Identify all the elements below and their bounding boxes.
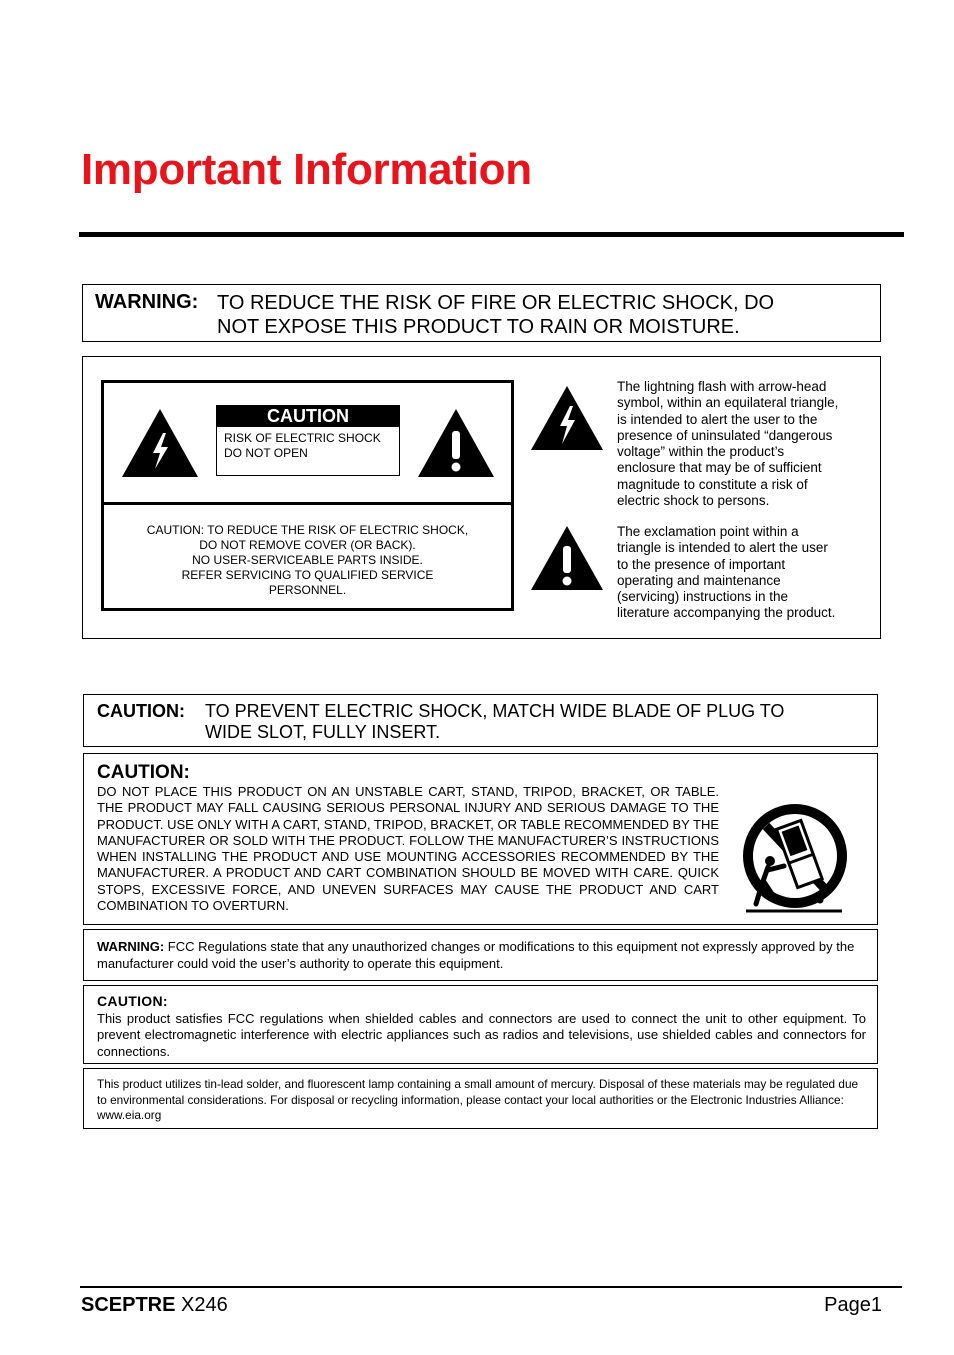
footer-rule — [80, 1286, 902, 1288]
title-rule — [79, 232, 904, 237]
panel-divider — [104, 502, 511, 505]
warning-fcc-box — [83, 929, 878, 981]
warning-rain-box — [82, 284, 881, 342]
warning-text: TO REDUCE THE RISK OF FIRE OR ELECTRIC SHOCK, DO NOT EXPOSE THIS PRODUCT TO RAIN OR MOISTURE. — [217, 292, 775, 338]
warning-fcc-text: FCC Regulations state that any unauthorized changes or modifications to this equipment not expressly approved by the manufacturer could void the user’s authority to operate this equipment. — [97, 939, 855, 971]
caution-cover-text: CAUTION: TO REDUCE THE RISK OF ELECTRIC SHOCK, DO NOT REMOVE COVER (OR BACK). NO USER-SERVICEABLE PARTS INSIDE. REFER SERVICING TO QUALIFIED SERVICE PERSONNEL. — [146, 523, 469, 597]
exclamation-description: The exclamation point within a triangle is intended to alert the user to the presence of important operating and maintenance (servicing) instructions in the literature accompanying the product. — [617, 524, 836, 621]
warning-label: WARNING: — [95, 291, 199, 313]
caution-label: CAUTION: — [97, 701, 185, 721]
caution-fcc-heading: CAUTION: — [97, 993, 168, 1009]
cart-tip-over-icon — [732, 804, 858, 916]
exclamation-triangle-icon — [416, 407, 496, 479]
lightning-triangle-icon — [120, 407, 200, 479]
mercury-note-box — [83, 1068, 878, 1129]
caution-plug-box — [83, 694, 878, 747]
footer-page-number: Page1 — [824, 1294, 882, 1316]
mercury-note-text: This product utilizes tin-lead solder, and fluorescent lamp containing a small amount of mercury. Disposal of these materials may be regulated due to environmental considerations. For disposal or recycling information, please contact your local authorities or the Electronic Industries Alliance: www.eia.org — [97, 1077, 859, 1122]
caution-cart-box — [83, 753, 878, 925]
safety-symbols-box — [82, 356, 881, 639]
caution-fcc-box — [83, 985, 878, 1064]
caution-fcc-text: This product satisfies FCC regulations when shielded cables and connectors are used to connect the unit to other equipment. To prevent electromagnetic interference with electric appliances such as radios and televisions, use shielded cables and connectors for connections. — [97, 1011, 866, 1059]
caution-label-panel — [101, 380, 514, 611]
caution-sticker — [216, 405, 400, 476]
footer-brand: SCEPTRE — [81, 1294, 176, 1316]
footer-product — [81, 1294, 228, 1317]
exclamation-triangle-icon — [529, 524, 605, 592]
warning-fcc-paragraph — [97, 938, 867, 972]
lightning-triangle-icon — [529, 384, 605, 452]
caution-cart-heading: CAUTION: — [97, 762, 190, 783]
page-title: Important Information — [81, 145, 532, 194]
warning-fcc-label: WARNING: — [97, 939, 165, 954]
caution-sticker-heading: CAUTION — [217, 406, 399, 427]
caution-plug-text: TO PREVENT ELECTRIC SHOCK, MATCH WIDE BLADE OF PLUG TO WIDE SLOT, FULLY INSERT. — [205, 701, 785, 742]
caution-cart-text: DO NOT PLACE THIS PRODUCT ON AN UNSTABLE CART, STAND, TRIPOD, BRACKET, OR TABLE. THE PRODUCT MAY FALL CAUSING SERIOUS PERSONAL INJURY AND SERIOUS DAMAGE TO THE PRODUCT. USE ONLY WITH A CART, STAND, TRIPOD, BRACKET, OR TABLE RECOMMENDED BY THE MANUFACTURER OR SOLD WITH THE PRODUCT. FOLLOW THE MANUFACTURER’S INSTRUCTIONS WHEN INSTALLING THE PRODUCT AND USE MOUNTING ACCESSORIES RECOMMENDED BY THE MANUFACTURER. A PRODUCT AND CART COMBINATION SHOULD BE MOVED WITH CARE. QUICK STOPS, EXCESSIVE FORCE, AND UNEVEN SURFACES MAY CAUSE THE PRODUCT AND CART COMBINATION TO OVERTURN. — [97, 784, 719, 914]
footer-model: X246 — [181, 1294, 228, 1316]
lightning-description: The lightning flash with arrow-head symbol, within an equilateral triangle, is intended to alert the user to the presence of uninsulated “dangerous voltage” within the product’s enclosure that may be of sufficient magnitude to constitute a risk of electric shock to persons. — [617, 379, 839, 509]
caution-sticker-text: RISK OF ELECTRIC SHOCK DO NOT OPEN — [224, 431, 381, 460]
